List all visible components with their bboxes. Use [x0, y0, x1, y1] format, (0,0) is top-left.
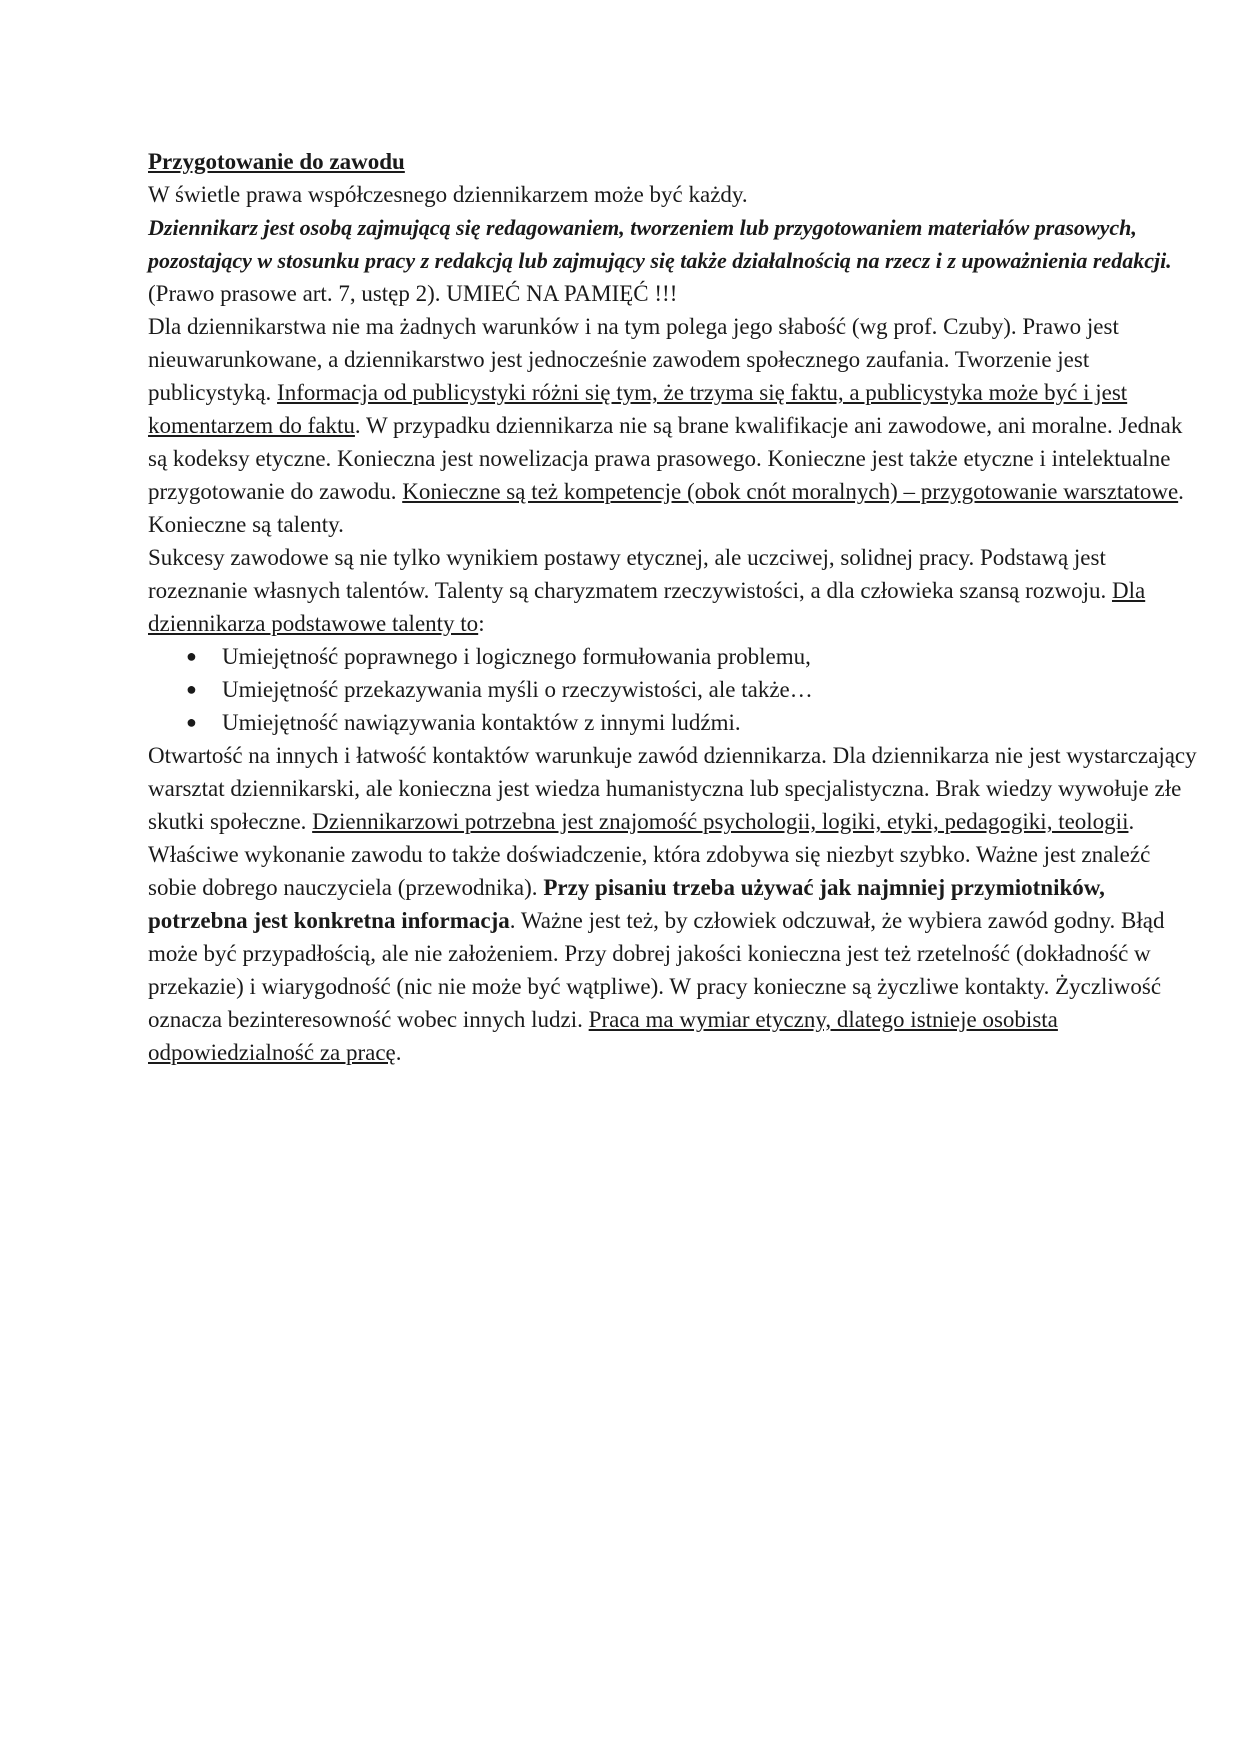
definition-paragraph — [148, 211, 1198, 310]
p3-bold-1: Przy pisaniu trzeba używać jak najmniej przymiotników, potrzebna jest konkretna informacja — [148, 875, 1105, 933]
p1-text-2: . W przypadku dziennikarza nie są brane kwalifikacje ani zawodowe, ani moralne. Jednak są kodeksy etyczne. Konieczna jest nowelizacja prawa prasowego. Konieczne jest także etyczne i intelektualne przygotowanie do zawodu. — [148, 413, 1183, 504]
intro-line: W świetle prawa współczesnego dziennikarzem może być każdy. — [148, 182, 748, 207]
paragraph-3 — [148, 739, 1198, 1069]
p3-text-2: . Właściwe wykonanie zawodu to także doświadczenie, która zdobywa się niezbyt szybko. Ważne jest znaleźć sobie dobrego nauczyciela (przewodnika). — [148, 809, 1151, 900]
p1-text-3: . Konieczne są talenty. — [148, 479, 1184, 537]
document-title: Przygotowanie do zawodu — [148, 149, 405, 174]
p3-text-4: . — [395, 1040, 402, 1065]
bullet-icon: ● — [186, 712, 197, 732]
list-item — [148, 706, 1198, 739]
p1-text-1: Dla dziennikarstwa nie ma żadnych warunków i na tym polega jego słabość (wg prof. Czuby). Prawo jest nieuwarunkowane, a dziennikarstwo jest jednocześnie zawodem społecznego zaufania. Tworzenie jest publicystyką. — [148, 314, 1119, 405]
document-page — [148, 145, 1198, 1069]
definition-text: Dziennikarz jest osobą zajmującą się redagowaniem, tworzeniem lub przygotowaniem materiałów prasowych, pozostający w stosunku pracy z redakcją lub zajmujący się także działalnością na rzecz i z upoważnienia redakcji. — [148, 215, 1172, 273]
p1-underlined-1: Informacja od publicystyki różni się tym, że trzyma się faktu, a publicystyka może być i jest komentarzem do faktu — [148, 380, 1128, 438]
bullet-icon: ● — [186, 646, 197, 666]
list-item-text: Umiejętność poprawnego i logicznego formułowania problemu, — [222, 644, 811, 669]
list-item-text: Umiejętność przekazywania myśli o rzeczywistości, ale także… — [222, 677, 813, 702]
p3-text-1: Otwartość na innych i łatwość kontaktów warunkuje zawód dziennikarza. Dla dziennikarza nie jest wystarczający warsztat dziennikarski, ale konieczna jest wiedza humanistyczna lub specjalistyczna. Brak wiedzy wywołuje złe skutki społeczne. — [148, 743, 1197, 834]
paragraph-2 — [148, 541, 1198, 640]
list-item-text: Umiejętność nawiązywania kontaktów z innymi ludźmi. — [222, 710, 741, 735]
p3-text-3: . Ważne jest też, by człowiek odczuwał, że wybiera zawód godny. Błąd może być przypadłością, ale nie założeniem. Przy dobrej jakości konieczna jest też rzetelność (dokładność w przekazie) i wiarygodność (nic nie może być wątpliwe). W pracy konieczne są życzliwe kontakty. Życzliwość oznacza bezinteresowność wobec innych ludzi. — [148, 908, 1165, 1032]
p3-underlined-1: Dziennikarzowi potrzebna jest znajomość psychologii, logiki, etyki, pedagogiki, teologii — [312, 809, 1129, 834]
talents-list — [148, 640, 1198, 739]
p2-text-2: : — [478, 611, 485, 636]
p1-underlined-2: Konieczne są też kompetencje (obok cnót moralnych) – przygotowanie warsztatowe — [402, 479, 1179, 504]
p2-text-1: Sukcesy zawodowe są nie tylko wynikiem postawy etycznej, ale uczciwej, solidnej pracy. Podstawą jest rozeznanie własnych talentów. Talenty są charyzmatem rzeczywistości, a dla człowieka szansą rozwoju. — [148, 545, 1112, 603]
p2-underlined-1: Dla dziennikarza podstawowe talenty to — [148, 578, 1146, 636]
list-item — [148, 673, 1198, 706]
paragraph-1 — [148, 310, 1198, 541]
list-item — [148, 640, 1198, 673]
p3-underlined-2: Praca ma wymiar etyczny, dlatego istnieje osobista odpowiedzialność za pracę — [148, 1007, 1058, 1065]
definition-source: (Prawo prasowe art. 7, ustęp 2). UMIEĆ NA PAMIĘĆ !!! — [148, 281, 678, 306]
bullet-icon: ● — [186, 679, 197, 699]
